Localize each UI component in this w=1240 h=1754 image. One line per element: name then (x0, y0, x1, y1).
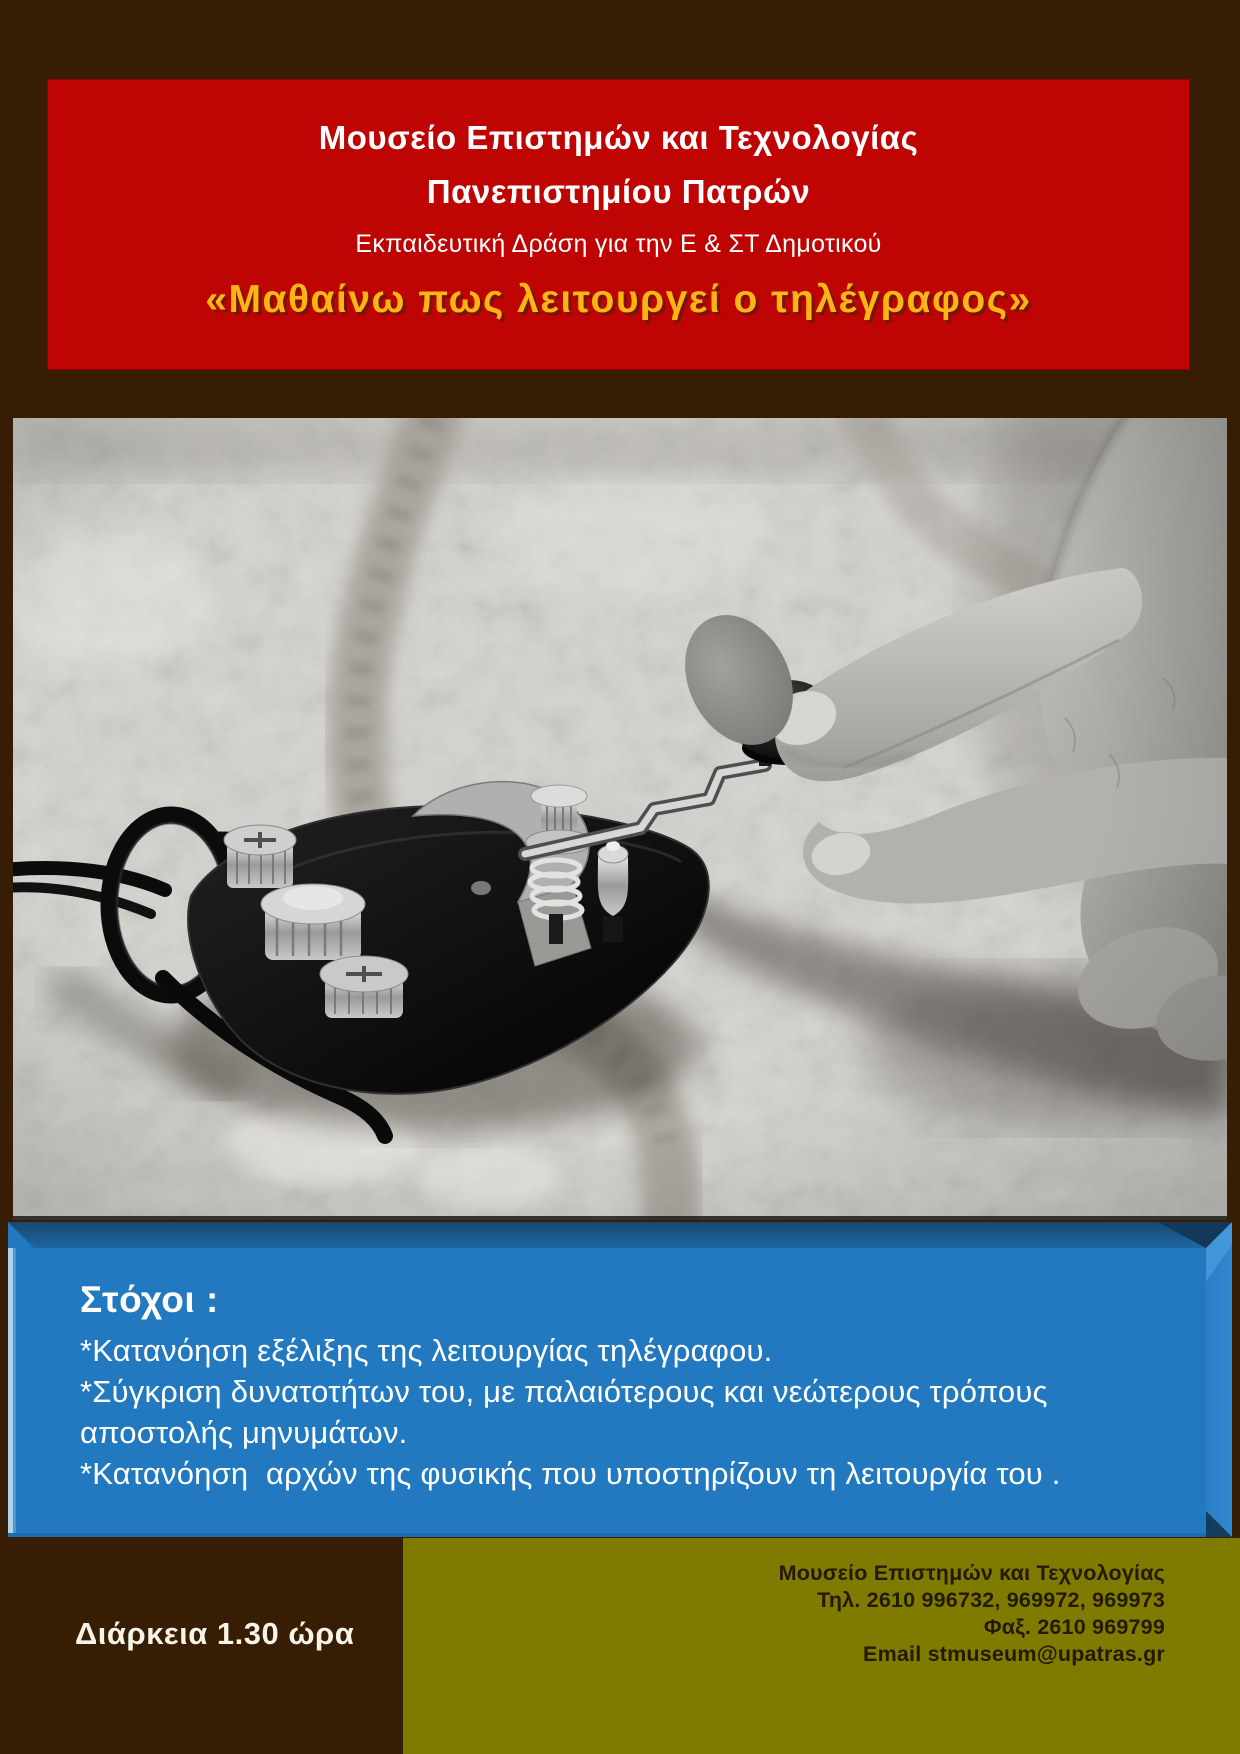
contact-fax: Φαξ. 2610 969799 (983, 1615, 1165, 1639)
duration-label: Διάρκεια 1.30 ώρα (75, 1616, 355, 1651)
contact-block (779, 1560, 1165, 1668)
contact-phone: Τηλ. 2610 996732, 969972, 969973 (817, 1588, 1165, 1612)
contact-email: Email stmuseum@upatras.gr (863, 1642, 1165, 1666)
header-banner (47, 79, 1190, 370)
goal-item: *Σύγκριση δυνατοτήτων του, με παλαιότερους και νεώτερους τρόπους αποστολής μηνυμάτων. (80, 1374, 1057, 1450)
activity-title: «Μαθαίνω πως λειτουργεί ο τηλέγραφος» (205, 278, 1032, 321)
goal-item: *Κατανόηση εξέλιξης της λειτουργίας τηλέγραφου. (80, 1333, 773, 1368)
goals-panel (8, 1222, 1232, 1537)
museum-title-line1: Μουσείο Επιστημών και Τεχνολογίας (318, 119, 919, 156)
goals-text-block (80, 1278, 1172, 1494)
museum-title-line2: Πανεπιστημίου Πατρών (426, 173, 811, 210)
header-subtitle: Εκπαιδευτική Δράση για την Ε & ΣΤ Δημοτικού (355, 230, 882, 258)
contact-org: Μουσείο Επιστημών και Τεχνολογίας (778, 1561, 1165, 1585)
telegraph-photo-illustration (13, 418, 1227, 1220)
footer-contact-box (403, 1538, 1240, 1754)
goals-heading: Στόχοι : (80, 1279, 219, 1320)
goal-item: *Κατανόηση αρχών της φυσικής που υποστηρίζουν τη λειτουργία του . (80, 1456, 1061, 1491)
telegraph-key-photo (13, 418, 1227, 1220)
